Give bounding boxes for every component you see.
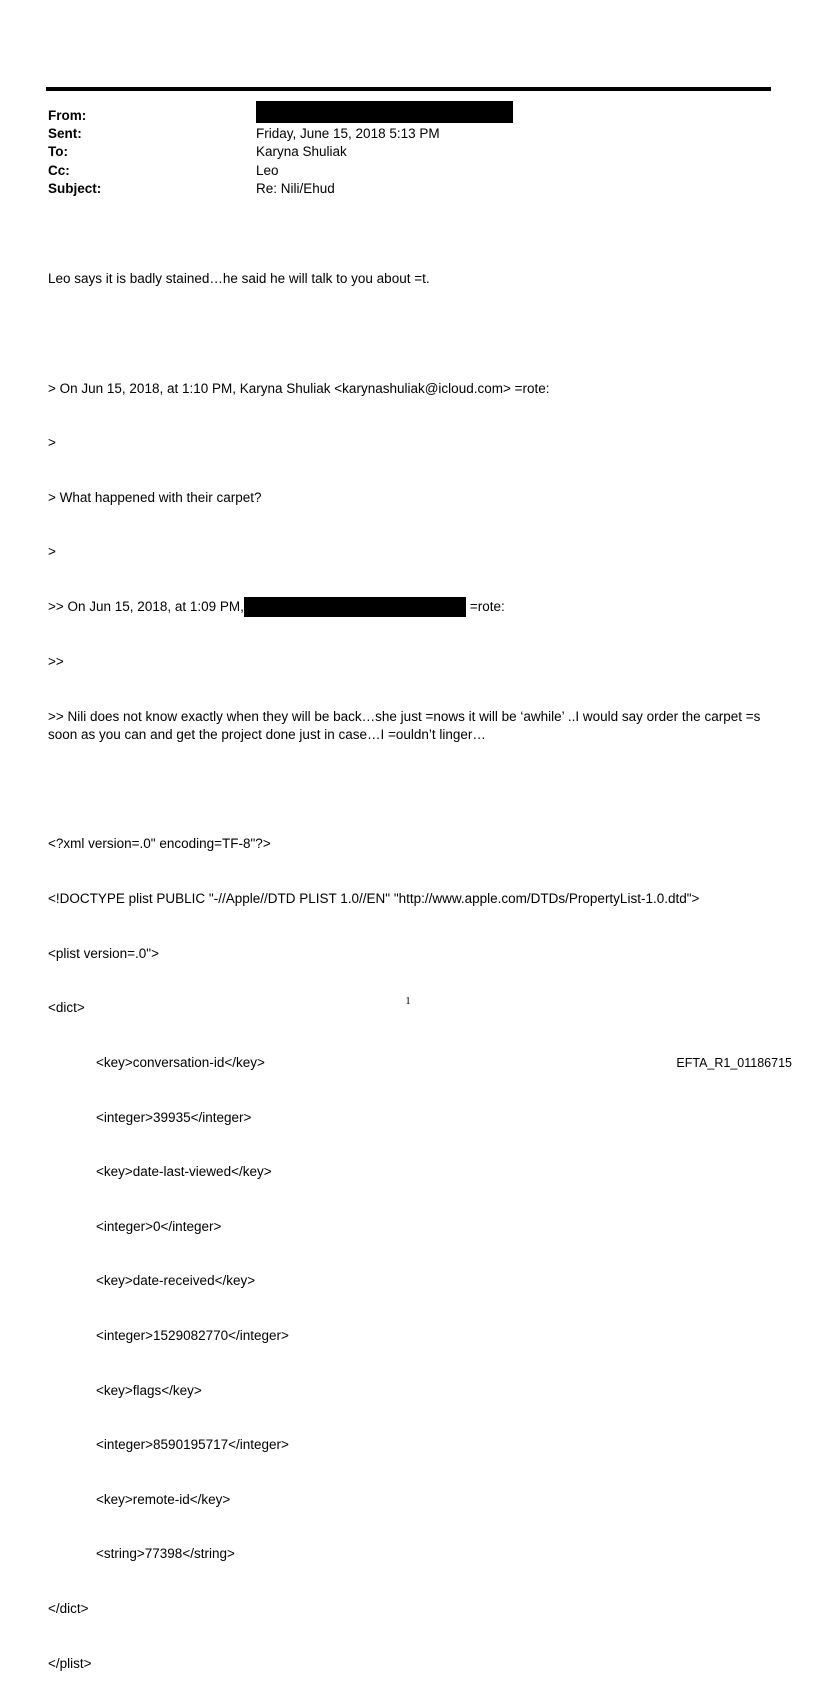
subject-value: Re: Nili/Ehud [256,180,335,196]
to-row [48,143,748,161]
plist-entry: <key>date-received</key> [96,1273,256,1289]
blank-line [48,325,770,343]
plist-entry: <key>flags</key> [96,1382,202,1398]
reply-text: Leo says it is badly stained…he said he will talk to you about =t. [48,271,430,287]
quote1-text: > What happened with their carpet? [48,489,262,505]
plist-xml-decl: <?xml version=.0" encoding=TF-8"?> [48,836,271,852]
quote2-header-prefix: >> On Jun 15, 2018, at 1:09 PM, [48,599,244,615]
from-row [48,107,748,125]
redaction-bar [256,101,513,123]
plist-entry: <key>remote-id</key> [96,1491,231,1507]
cc-row [48,162,748,180]
quote2-header [48,598,770,617]
blank-line [48,781,770,799]
page-number: 1 [405,995,411,1007]
quote2-text: >> Nili does not know exactly when they will be back…she just =nows it will be ‘awhile’ ..I would say order the carpet =s soon as you can and get the project done just in case…I =ouldn’t linger… [48,709,765,743]
dict-close: </dict> [48,1601,89,1616]
quote1-blank-b: > [48,544,56,560]
sent-row [48,125,748,143]
plist-entry: <key>conversation-id</key> [96,1054,265,1070]
subject-label: Subject: [48,180,102,196]
plist-entry: <key>date-last-viewed</key> [96,1164,272,1180]
quote2-header-suffix: =rote: [469,599,505,615]
document-id: EFTA_R1_01186715 [676,1056,792,1070]
plist-entry: <integer>39935</integer> [96,1109,252,1125]
email-header [48,107,748,198]
quote2-blank: >> [48,654,64,670]
plist-close: </plist> [48,1655,92,1671]
cc-value: Leo [256,162,279,178]
sent-value: Friday, June 15, 2018 5:13 PM [256,126,440,142]
plist-entry: <string>77398</string> [96,1546,235,1562]
plist-entry: <integer>8590195717</integer> [96,1437,289,1453]
plist-entry: <integer>1529082770</integer> [96,1327,289,1343]
dict-open: <dict> [48,1000,85,1016]
to-label: To: [48,144,68,160]
plist-doctype: <!DOCTYPE plist PUBLIC "-//Apple//DTD PLIST 1.0//EN" "http://www.apple.com/DTDs/PropertyList-1.0.dtd"> [48,891,700,907]
subject-row [48,180,748,198]
email-body [48,234,770,1691]
from-label: From: [48,108,87,123]
quote1-header: > On Jun 15, 2018, at 1:10 PM, Karyna Shuliak <karynashuliak@icloud.com> =rote: [48,380,550,396]
cc-label: Cc: [48,162,70,178]
quote1-blank-a: > [48,435,56,451]
header-top-rule [46,87,771,91]
from-value [256,107,748,125]
sent-label: Sent: [48,126,82,142]
plist-open: <plist version=.0"> [48,945,159,961]
to-value: Karyna Shuliak [256,144,347,160]
redaction-bar [244,597,466,617]
plist-entry: <integer>0</integer> [96,1218,222,1234]
